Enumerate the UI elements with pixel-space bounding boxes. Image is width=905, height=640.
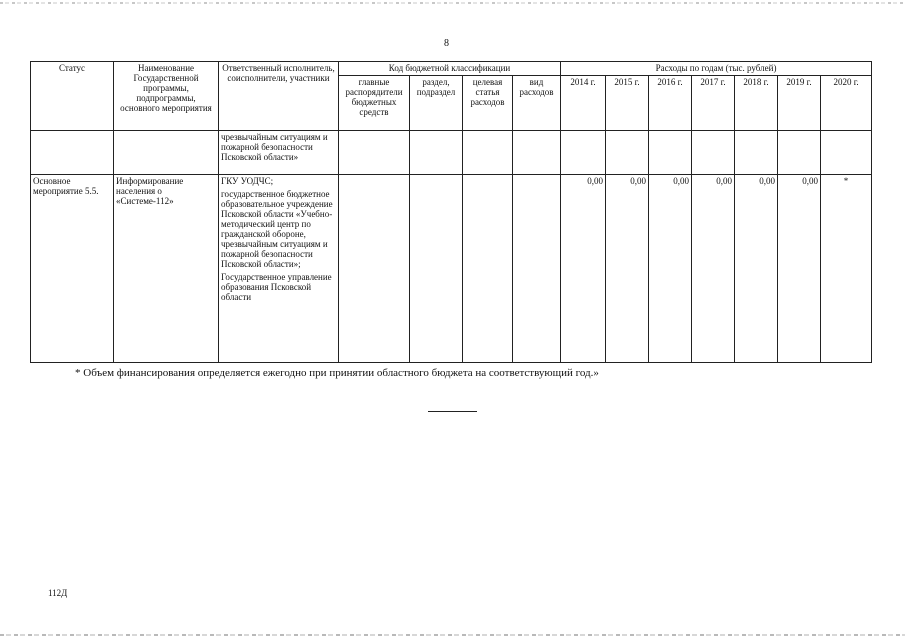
table-row-continued xyxy=(31,131,872,175)
value-2014: 0,00 xyxy=(561,175,606,363)
responsible-line-3: Государственное управление образования Псковской области xyxy=(221,272,332,302)
value-2019: 0,00 xyxy=(778,175,821,363)
document-code: 112Д xyxy=(48,588,68,598)
footnote: * Объем финансирования определяется ежегодно при принятии областного бюджета на соответствующий год.» xyxy=(75,367,599,379)
value-2017: 0,00 xyxy=(692,175,735,363)
header-budget-main-managers: главные распорядители бюджетных средств xyxy=(339,76,410,131)
header-year-2017: 2017 г. xyxy=(692,76,735,131)
value-2018: 0,00 xyxy=(735,175,778,363)
header-budget-section: раздел, подраздел xyxy=(410,76,463,131)
value-2020: * xyxy=(821,175,872,363)
responsible-line-2: государственное бюджетное образовательное учреждение Псковской области «Учебно-методический центр по гражданской обороне, чрезвычайным ситуациям и пожарной безопасности Псковской области»; xyxy=(221,189,333,269)
header-year-2016: 2016 г. xyxy=(649,76,692,131)
value-2016: 0,00 xyxy=(649,175,692,363)
header-budget-expense-type: вид расходов xyxy=(513,76,561,131)
header-year-2020: 2020 г. xyxy=(821,76,872,131)
end-divider xyxy=(428,411,477,412)
page-number: 8 xyxy=(444,38,449,49)
header-year-2018: 2018 г. xyxy=(735,76,778,131)
header-name: Наименование Государственной программы, подпрограммы, основного мероприятия xyxy=(114,62,219,131)
header-budget-target-item: целевая статья расходов xyxy=(463,76,513,131)
header-year-2014: 2014 г. xyxy=(561,76,606,131)
main-responsible xyxy=(219,175,339,363)
header-year-2015: 2015 г. xyxy=(606,76,649,131)
scan-edge-top xyxy=(0,2,905,4)
header-responsible: Ответственный исполнитель, соисполнители, участники xyxy=(219,62,339,131)
table-row-main xyxy=(31,175,872,363)
header-year-2019: 2019 г. xyxy=(778,76,821,131)
main-status: Основное мероприятие 5.5. xyxy=(31,175,114,363)
scan-edge-bottom xyxy=(0,634,905,636)
header-row-1 xyxy=(31,62,872,76)
header-expenses: Расходы по годам (тыс. рублей) xyxy=(561,62,872,76)
header-budget-code: Код бюджетной классификации xyxy=(339,62,561,76)
main-name: Информирование населения о «Системе-112» xyxy=(114,175,219,363)
responsible-line-1: ГКУ УОДЧС; xyxy=(221,176,274,186)
value-2015: 0,00 xyxy=(606,175,649,363)
header-status: Статус xyxy=(31,62,114,131)
budget-table xyxy=(30,61,872,363)
continued-responsible: чрезвычайным ситуациям и пожарной безопасности Псковской области» xyxy=(219,131,339,175)
